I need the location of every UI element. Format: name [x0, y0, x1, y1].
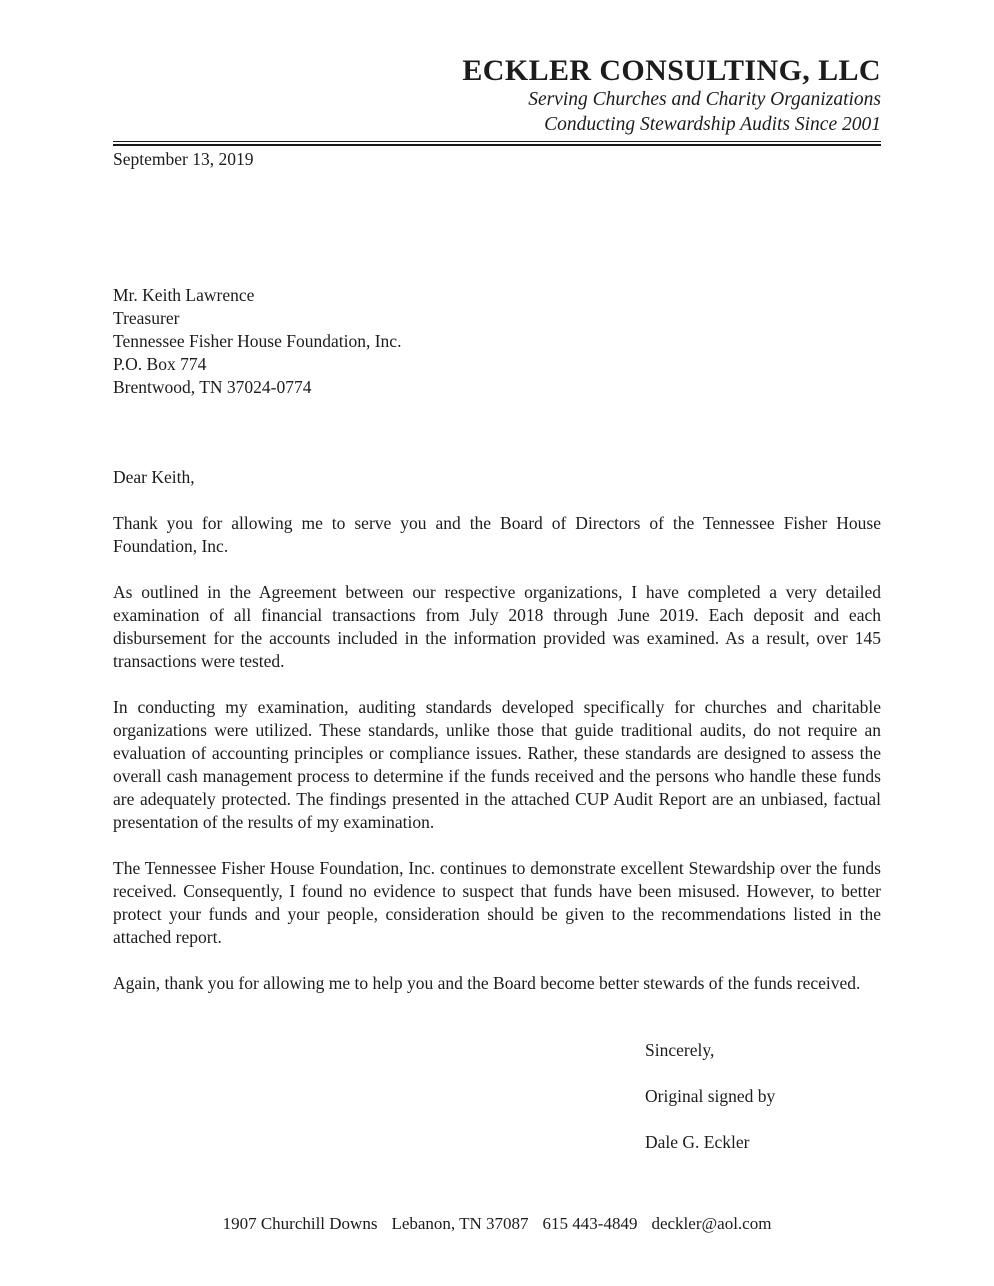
paragraph-closing-thanks: Again, thank you for allowing me to help you and the Board become better stewards of the funds received.	[113, 973, 861, 993]
footer-phone: 615 443-4849	[542, 1214, 638, 1233]
footer-street: 1907 Churchill Downs	[222, 1214, 378, 1233]
recipient-city-state-zip: Brentwood, TN 37024-0774	[113, 377, 312, 397]
paragraph-examination-scope: As outlined in the Agreement between our respective organizations, I have completed a very detailed examination of all financial transactions from July 2018 through June 2019. Each deposit and each disbursement for the accounts included in the information provided was examined. As a result, over 145 transactions were tested.	[113, 582, 881, 671]
letterhead	[113, 0, 881, 137]
paragraph-findings: The Tennessee Fisher House Foundation, Inc. continues to demonstrate excellent Stewardship over the funds received. Consequently, I found no evidence to suspect that funds have been misused. However, to better protect your funds and your people, consideration should be given to the recommendations listed in the attached report.	[113, 858, 881, 947]
recipient-name: Mr. Keith Lawrence	[113, 285, 255, 305]
signature-name: Dale G. Eckler	[645, 1132, 750, 1152]
recipient-title: Treasurer	[113, 308, 180, 328]
paragraph-audit-standards: In conducting my examination, auditing standards developed specifically for churches and charitable organizations were utilized. These standards, unlike those that guide traditional audits, do not require an evaluation of accounting principles or compliance issues. Rather, these standards are designed to assess the overall cash management process to determine if the funds received and the persons who handle these funds are adequately protected. The findings presented in the attached CUP Audit Report are an unbiased, factual presentation of the results of my examination.	[113, 697, 881, 832]
tagline-line-2: Conducting Stewardship Audits Since 2001	[544, 114, 881, 135]
letter-date: September 13, 2019	[113, 149, 254, 169]
footer-city-state-zip: Lebanon, TN 37087	[391, 1214, 529, 1233]
recipient-address-block	[113, 284, 881, 399]
signed-note: Original signed by	[645, 1086, 776, 1106]
footer-email: deckler@aol.com	[651, 1214, 772, 1233]
company-name: ECKLER CONSULTING, LLC	[462, 54, 881, 87]
paragraph-thanks: Thank you for allowing me to serve you and the Board of Directors of the Tennessee Fisher House Foundation, Inc.	[113, 513, 881, 556]
recipient-po-box: P.O. Box 774	[113, 354, 207, 374]
closing-block	[645, 1039, 881, 1154]
footer-contact-line	[0, 1212, 994, 1235]
salutation: Dear Keith,	[113, 467, 195, 487]
tagline-line-1: Serving Churches and Charity Organizations	[528, 89, 881, 110]
recipient-organization: Tennessee Fisher House Foundation, Inc.	[113, 331, 402, 351]
header-rule	[113, 141, 881, 146]
valediction: Sincerely,	[645, 1040, 715, 1060]
letter-content	[113, 0, 881, 1154]
